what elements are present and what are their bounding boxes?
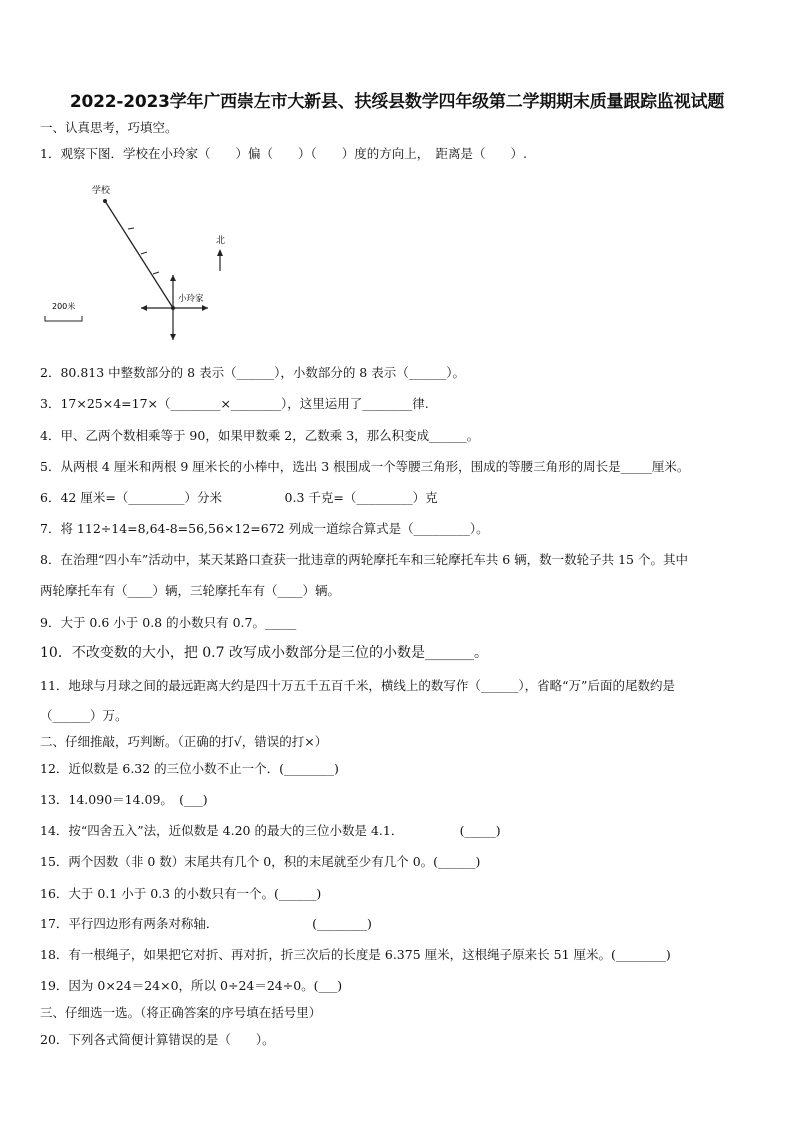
south-arrow-axis (170, 334, 176, 340)
question-10: 10．不改变数的大小，把 0.7 改写成小数部分是三位的小数是_______。 (40, 645, 488, 661)
diagram-north-label: 北 (216, 236, 226, 246)
question-8-line-1: 8．在治理“四小车”活动中，某天某路口查获一批违章的两轮摩托车和三轮摩托车共 6 辆，数一数轮子共 15 个。其中 (40, 552, 688, 567)
question-2: 2．80.813 中整数部分的 8 表示（______），小数部分的 8 表示（______）。 (40, 365, 465, 380)
question-13: 13．14.090＝14.09。 (___) (40, 792, 208, 807)
direction-diagram (40, 175, 230, 345)
tick-mark (141, 252, 147, 254)
section-3-heading: 三、仔细选一选。（将正确答案的序号填在括号里） (40, 1005, 322, 1020)
home-point (171, 306, 175, 310)
question-6: 6．42 厘米=（_________）分米 0.3 千克=（_________）克 (40, 490, 438, 505)
question-5: 5．从两根 4 厘米和两根 9 厘米长的小棒中，选出 3 根围成一个等腰三角形，围成的等腰三角形的周长是_____厘米。 (40, 459, 690, 474)
diagram-school-label: 学校 (92, 186, 111, 196)
question-17: 17．平行四边形有两条对称轴． (________) (40, 916, 372, 931)
question-1: 1．观察下图．学校在小玲家（ ）偏（ ）（ ）度的方向上， 距离是（ ）. (40, 146, 527, 161)
question-19: 19．因为 0×24＝24×0，所以 0÷24＝24÷0。(___) (40, 978, 343, 993)
diagram-home-label: 小玲家 (178, 294, 204, 304)
question-3: 3．17×25×4=17×（________×________），这里运用了________律. (40, 396, 429, 411)
question-18: 18．有一根绳子，如果把它对折、再对折，折三次后的长度是 6.375 厘米，这根绳子原来长 51 厘米。(________) (40, 947, 671, 962)
question-7: 7．将 112÷14=8,64-8=56,56×12=672 列成一道综合算式是（_________）。 (40, 521, 489, 536)
diagram-scale-label: 200米 (52, 302, 76, 311)
page-title: 2022-2023学年广西崇左市大新县、扶绥县数学四年级第二学期期末质量跟踪监视试题 (69, 92, 725, 112)
question-12: 12．近似数是 6.32 的三位小数不止一个．(________) (40, 761, 339, 776)
question-15: 15．两个因数（非 0 数）末尾共有几个 0，积的末尾就至少有几个 0。(______) (40, 854, 481, 869)
question-20: 20．下列各式简便计算错误的是（ ）。 (40, 1032, 275, 1047)
tick-mark (128, 228, 134, 229)
tick-mark (153, 272, 159, 274)
question-16: 16．大于 0.1 小于 0.3 的小数只有一个。(______) (40, 886, 322, 901)
west-arrow (141, 305, 147, 311)
school-to-home-line (105, 201, 173, 308)
section-1-heading: 一、认真思考，巧填空。 (40, 120, 178, 135)
north-arrow-axis (170, 275, 176, 281)
question-14: 14．按“四舍五入”法，近似数是 4.20 的最大的三位小数是 4.1． (_____) (40, 823, 501, 838)
question-11-line-1: 11．地球与月球之间的最远距离大约是四十万五千五百千米，横线上的数写作（______），省略“万”后面的尾数约是 (40, 678, 675, 693)
direction-diagram-svg (40, 175, 230, 345)
question-8-line-2: 两轮摩托车有（____）辆，三轮摩托车有（____）辆。 (40, 583, 341, 598)
question-11-line-2: （______）万。 (40, 708, 128, 723)
north-arrow-icon (217, 249, 223, 256)
scale-bar (45, 316, 82, 321)
question-9: 9．大于 0.6 小于 0.8 的小数只有 0.7。_____ (40, 615, 297, 630)
east-arrow (202, 305, 208, 311)
section-2-heading: 二、仔细推敲，巧判断。（正确的打√，错误的打×） (40, 734, 328, 749)
question-4: 4．甲、乙两个数相乘等于 90，如果甲数乘 2，乙数乘 3，那么积变成______。 (40, 428, 480, 443)
